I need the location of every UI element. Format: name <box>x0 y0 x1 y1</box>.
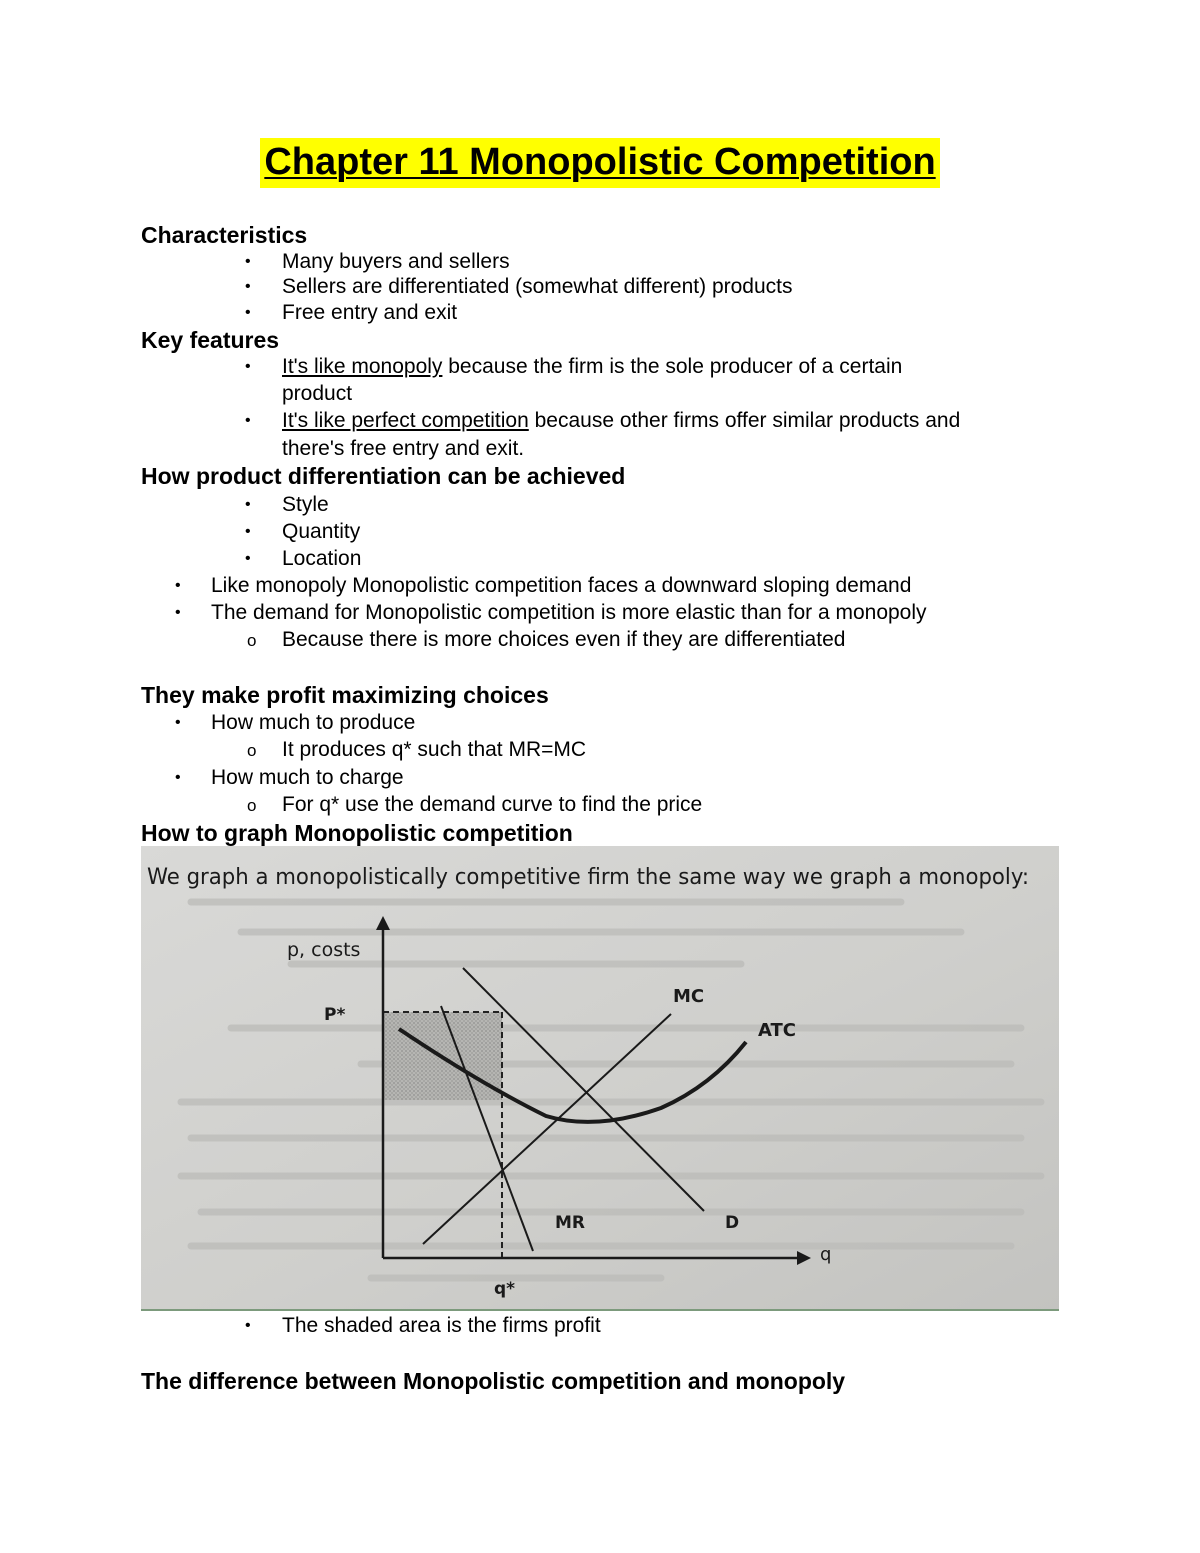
photo-caption: We graph a monopolistically competitive firm the same way we graph a monopoly: <box>147 865 1029 890</box>
bullet: • <box>175 769 181 786</box>
x-axis-label: q <box>820 1244 832 1265</box>
sub-list-item: It produces q* such that MR=MC <box>282 738 587 761</box>
list-item: How much to charge <box>211 766 404 789</box>
heading-graph: How to graph Monopolistic competition <box>141 820 573 846</box>
mc-label: MC <box>673 986 705 1007</box>
bullet: • <box>245 253 251 270</box>
list-item: Like monopoly Monopolistic competition faces a downward sloping demand <box>211 574 912 597</box>
bullet: • <box>245 278 251 295</box>
bullet: • <box>245 523 251 540</box>
bullet: • <box>245 304 251 321</box>
list-item: Location <box>282 547 362 570</box>
bullet: • <box>245 412 251 429</box>
atc-label: ATC <box>758 1020 797 1041</box>
sub-list-item: For q* use the demand curve to find the price <box>282 793 703 816</box>
phrase-rest: because the firm is the sole producer of a certain <box>442 355 903 378</box>
list-item: Style <box>282 493 329 516</box>
list-item: How much to produce <box>211 711 416 734</box>
bullet: • <box>175 604 181 621</box>
list-item: The shaded area is the firms profit <box>282 1314 601 1337</box>
list-item: Sellers are differentiated (somewhat different) products <box>282 275 793 298</box>
bullet: • <box>245 496 251 513</box>
underlined-phrase: It's like perfect competition <box>282 409 529 432</box>
list-item: Many buyers and sellers <box>282 250 510 273</box>
bullet: • <box>245 358 251 375</box>
heading-key-features: Key features <box>141 327 280 353</box>
sub-bullet: o <box>247 796 257 815</box>
q-star-label: q* <box>494 1279 516 1299</box>
bullet: • <box>175 577 181 594</box>
underlined-phrase: It's like monopoly <box>282 355 443 378</box>
list-item: Free entry and exit <box>282 301 458 324</box>
list-item: The demand for Monopolistic competition is more elastic than for a monopoly <box>211 601 927 624</box>
heading-profit: They make profit maximizing choices <box>141 682 549 708</box>
p-star-label: P* <box>324 1005 346 1025</box>
list-item <box>282 353 902 380</box>
list-item-continuation: product <box>282 382 353 405</box>
page-title: Chapter 11 Monopolistic Competition <box>260 138 939 188</box>
bullet: • <box>245 550 251 567</box>
graph-photo <box>141 846 1059 1311</box>
title-wrap <box>0 138 1200 188</box>
heading-differentiation: How product differentiation can be achieved <box>141 463 626 489</box>
bullet: • <box>245 1317 251 1334</box>
list-item <box>282 407 960 434</box>
list-item-continuation: there's free entry and exit. <box>282 437 525 460</box>
bullet: • <box>175 714 181 731</box>
mr-label: MR <box>555 1213 586 1233</box>
phrase-rest: because other firms offer similar products and <box>528 409 961 432</box>
heading-characteristics: Characteristics <box>141 222 308 248</box>
d-label: D <box>725 1213 740 1233</box>
list-item: Quantity <box>282 520 361 543</box>
sub-list-item: Because there is more choices even if they are differentiated <box>282 628 846 651</box>
sub-bullet: o <box>247 741 257 760</box>
heading-difference: The difference between Monopolistic competition and monopoly <box>141 1368 846 1394</box>
y-axis-label: p, costs <box>287 939 361 961</box>
sub-bullet: o <box>247 631 257 650</box>
